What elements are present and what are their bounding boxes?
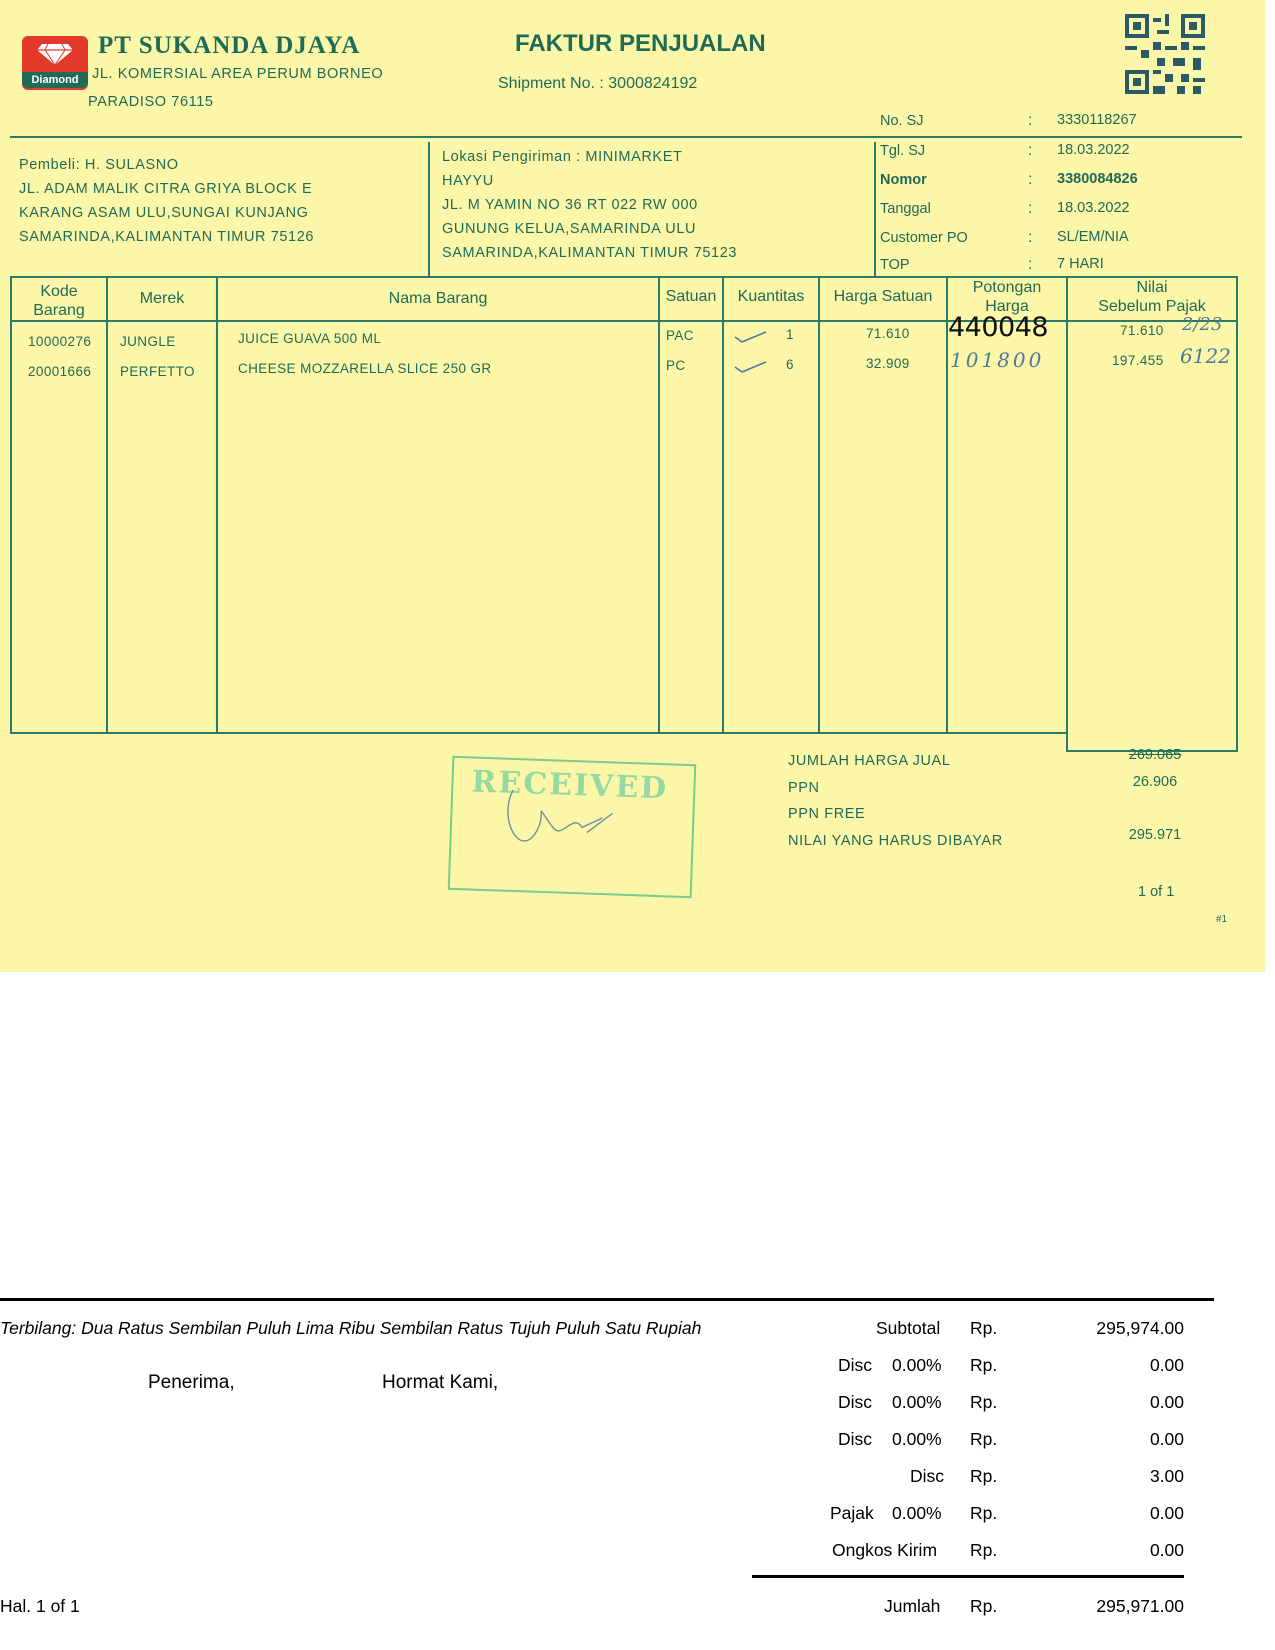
divider: [874, 142, 876, 277]
meta-value: 18.03.2022: [1057, 200, 1130, 216]
totals-values: [1100, 742, 1210, 848]
delivery-address-3: SAMARINDA,KALIMANTAN TIMUR 75123: [442, 245, 738, 261]
summary-label: Subtotal: [876, 1318, 941, 1338]
cell-merek: JUNGLE: [120, 334, 176, 349]
summary-label: Disc: [838, 1429, 873, 1449]
meta-label: Tgl. SJ: [880, 143, 926, 159]
summary-amount: 0.00: [1149, 1392, 1184, 1412]
table-header-border: [10, 320, 1236, 322]
header-nama-barang: Nama Barang: [388, 290, 488, 307]
summary-label: Pajak: [830, 1503, 874, 1523]
meta-value: 3380084826: [1057, 171, 1138, 187]
table-col-border: [106, 276, 108, 734]
cell-nama: JUICE GUAVA 500 ML: [238, 331, 382, 346]
page-info: 1 of 1: [1138, 884, 1175, 900]
cell-satuan: PAC: [666, 328, 694, 343]
cell-qty: 6: [786, 357, 794, 372]
company-name: PT SUKANDA DJAYA: [98, 32, 361, 59]
logo-text: Diamond: [22, 72, 88, 88]
total-value: 26.906: [1132, 773, 1178, 790]
meta-row: No. SJ : 3330118267: [880, 112, 1137, 129]
summary-label: Disc: [910, 1466, 945, 1486]
cell-kode: 20001666: [28, 364, 92, 379]
signature-icon: [490, 769, 643, 874]
total-label: NILAI YANG HARUS DIBAYAR: [788, 832, 1003, 849]
summary-amount: 3.00: [1149, 1466, 1184, 1486]
summary-amount: 0.00: [1149, 1503, 1184, 1523]
summary-amount: 0.00: [1149, 1540, 1184, 1560]
meta-label: No. SJ: [880, 113, 924, 129]
table-col-border: [658, 276, 660, 734]
delivery-address-1: JL. M YAMIN NO 36 RT 022 RW 000: [442, 197, 698, 213]
summary-label: Ongkos Kirim: [832, 1540, 938, 1560]
currency-label: Rp.: [970, 1392, 998, 1412]
buyer-label: Pembeli:: [19, 157, 81, 173]
total-label: JUMLAH HARGA JUAL: [788, 753, 951, 769]
meta-row: Customer PO : SL/EM/NIA: [880, 229, 1129, 246]
penerima-label: Penerima,: [148, 1372, 235, 1393]
cell-kode: 10000276: [28, 334, 92, 349]
received-stamp: [448, 756, 697, 898]
cell-harga: 71.610: [866, 326, 910, 341]
header-potongan: Potongan Harga: [972, 279, 1042, 315]
meta-value: SL/EM/NIA: [1057, 229, 1129, 245]
terbilang-text: Terbilang: Dua Ratus Sembilan Puluh Lima Ribu Sembilan Ratus Tujuh Puluh Satu Rupiah: [0, 1318, 702, 1338]
page-mark: #1: [1216, 914, 1228, 925]
divider: [428, 142, 430, 277]
total-value: 295.971: [1128, 826, 1182, 843]
cell-nilai: 71.610: [1120, 323, 1164, 338]
checkmark-icon: [734, 330, 768, 344]
currency-label: Rp.: [970, 1540, 998, 1560]
meta-row: Nomor : 3380084826: [880, 171, 1138, 188]
summary-top-border: [0, 1298, 1214, 1301]
currency-label: Rp.: [970, 1355, 998, 1375]
buyer-address-2: KARANG ASAM ULU,SUNGAI KUNJANG: [19, 205, 309, 221]
cell-nilai: 197.455: [1112, 353, 1164, 368]
divider: [10, 136, 1242, 138]
currency-label: Rp.: [970, 1596, 998, 1616]
handwritten-note: 2/23: [1182, 314, 1223, 335]
total-value: 269.065: [1128, 747, 1182, 763]
header-harga-satuan: Harga Satuan: [833, 288, 933, 305]
table-col-border: [722, 276, 724, 734]
header-satuan: Satuan: [665, 288, 717, 305]
buyer-block: [19, 153, 314, 249]
meta-row: Tanggal : 18.03.2022: [880, 200, 1130, 217]
shipment-number: 3000824192: [608, 75, 698, 92]
header-kuantitas: Kuantitas: [737, 288, 805, 305]
company-address-2: PARADISO 76115: [88, 94, 214, 110]
totals-labels: [788, 748, 1003, 854]
diamond-icon: [36, 42, 74, 66]
buyer-name: H. SULASNO: [84, 157, 179, 173]
delivery-label: Lokasi Pengiriman: [442, 149, 572, 165]
summary-pct: 0.00%: [892, 1503, 942, 1523]
jumlah-amount: 295,971.00: [1096, 1596, 1184, 1616]
currency-label: Rp.: [970, 1503, 998, 1523]
delivery-name: HAYYU: [442, 173, 494, 189]
table-col-border: [946, 276, 948, 734]
delivery-type: MINIMARKET: [585, 149, 683, 165]
header-nilai: Nilai Sebelum Pajak: [1098, 279, 1206, 315]
company-address-1: JL. KOMERSIAL AREA PERUM BORNEO: [92, 66, 384, 82]
meta-label: Nomor: [880, 172, 927, 188]
shipment-label: Shipment No.: [498, 75, 595, 92]
meta-label: TOP: [880, 257, 910, 270]
buyer-address-1: JL. ADAM MALIK CITRA GRIYA BLOCK E: [19, 181, 313, 197]
meta-block-lower: [880, 142, 1240, 270]
cell-qty: 1: [786, 327, 794, 342]
delivery-block: Lokasi Pengiriman : MINIMARKET HAYYU JL. M YAMIN NO 36 RT 022 RW 000 GUNUNG KELUA,SAMARINDA ULU SAMARINDA,KALIMANTAN TIMUR 75123: [442, 145, 737, 265]
jumlah-divider: [752, 1575, 1184, 1578]
total-value: [1100, 795, 1210, 822]
header-kode: Kode Barang: [33, 283, 85, 319]
cell-harga: 32.909: [866, 356, 910, 371]
summary-pct: 0.00%: [892, 1355, 942, 1375]
table-col-border: [1066, 276, 1068, 752]
company-logo: [22, 36, 88, 90]
total-label: PPN FREE: [788, 806, 866, 822]
summary-label: Disc: [838, 1392, 873, 1412]
header-merek: Merek: [139, 290, 185, 307]
meta-value: 3330118267: [1057, 112, 1137, 128]
shipment-info: Shipment No. : 3000824192: [498, 75, 698, 92]
handwritten-potongan: 101800: [950, 348, 1045, 372]
page-number: Hal. 1 of 1: [0, 1596, 80, 1616]
cell-nama: CHEESE MOZZARELLA SLICE 250 GR: [238, 361, 492, 376]
meta-label: Tanggal: [880, 201, 931, 217]
table-bottom-border: [10, 732, 1068, 734]
meta-value: 18.03.2022: [1057, 142, 1130, 158]
meta-row: Tgl. SJ : 18.03.2022: [880, 142, 1130, 159]
total-label: PPN: [788, 779, 820, 796]
table-col-border: [10, 276, 12, 734]
meta-label: Customer PO: [880, 230, 968, 246]
table-col-border: [216, 276, 218, 734]
hormat-label: Hormat Kami,: [382, 1372, 499, 1393]
cell-merek: PERFETTO: [120, 364, 195, 379]
jumlah-label: Jumlah: [884, 1596, 941, 1616]
currency-label: Rp.: [970, 1429, 998, 1449]
handwritten-potongan: 440048: [948, 312, 1049, 343]
qr-code-icon: [1125, 14, 1205, 94]
meta-value: 7 HARI: [1057, 256, 1104, 270]
meta-row: TOP : 7 HARI: [880, 256, 1240, 270]
stamp-text: RECEIVED: [470, 764, 669, 807]
summary-amount: 0.00: [1149, 1355, 1184, 1375]
currency-label: Rp.: [970, 1318, 998, 1338]
summary-label: Disc: [838, 1355, 873, 1375]
delivery-address-2: GUNUNG KELUA,SAMARINDA ULU: [442, 221, 697, 237]
buyer-address-3: SAMARINDA,KALIMANTAN TIMUR 75126: [19, 229, 315, 245]
checkmark-icon: [734, 360, 768, 374]
summary-amount: 0.00: [1149, 1429, 1184, 1449]
summary-pct: 0.00%: [892, 1392, 942, 1412]
handwritten-note: 6122: [1180, 344, 1231, 368]
table-col-border: [1236, 276, 1238, 752]
cell-satuan: PC: [666, 358, 686, 373]
currency-label: Rp.: [970, 1466, 998, 1486]
summary-pct: 0.00%: [892, 1429, 942, 1449]
document-title: FAKTUR PENJUALAN: [515, 30, 766, 57]
summary-amount: 295,974.00: [1096, 1318, 1184, 1338]
table-col-border: [818, 276, 820, 734]
